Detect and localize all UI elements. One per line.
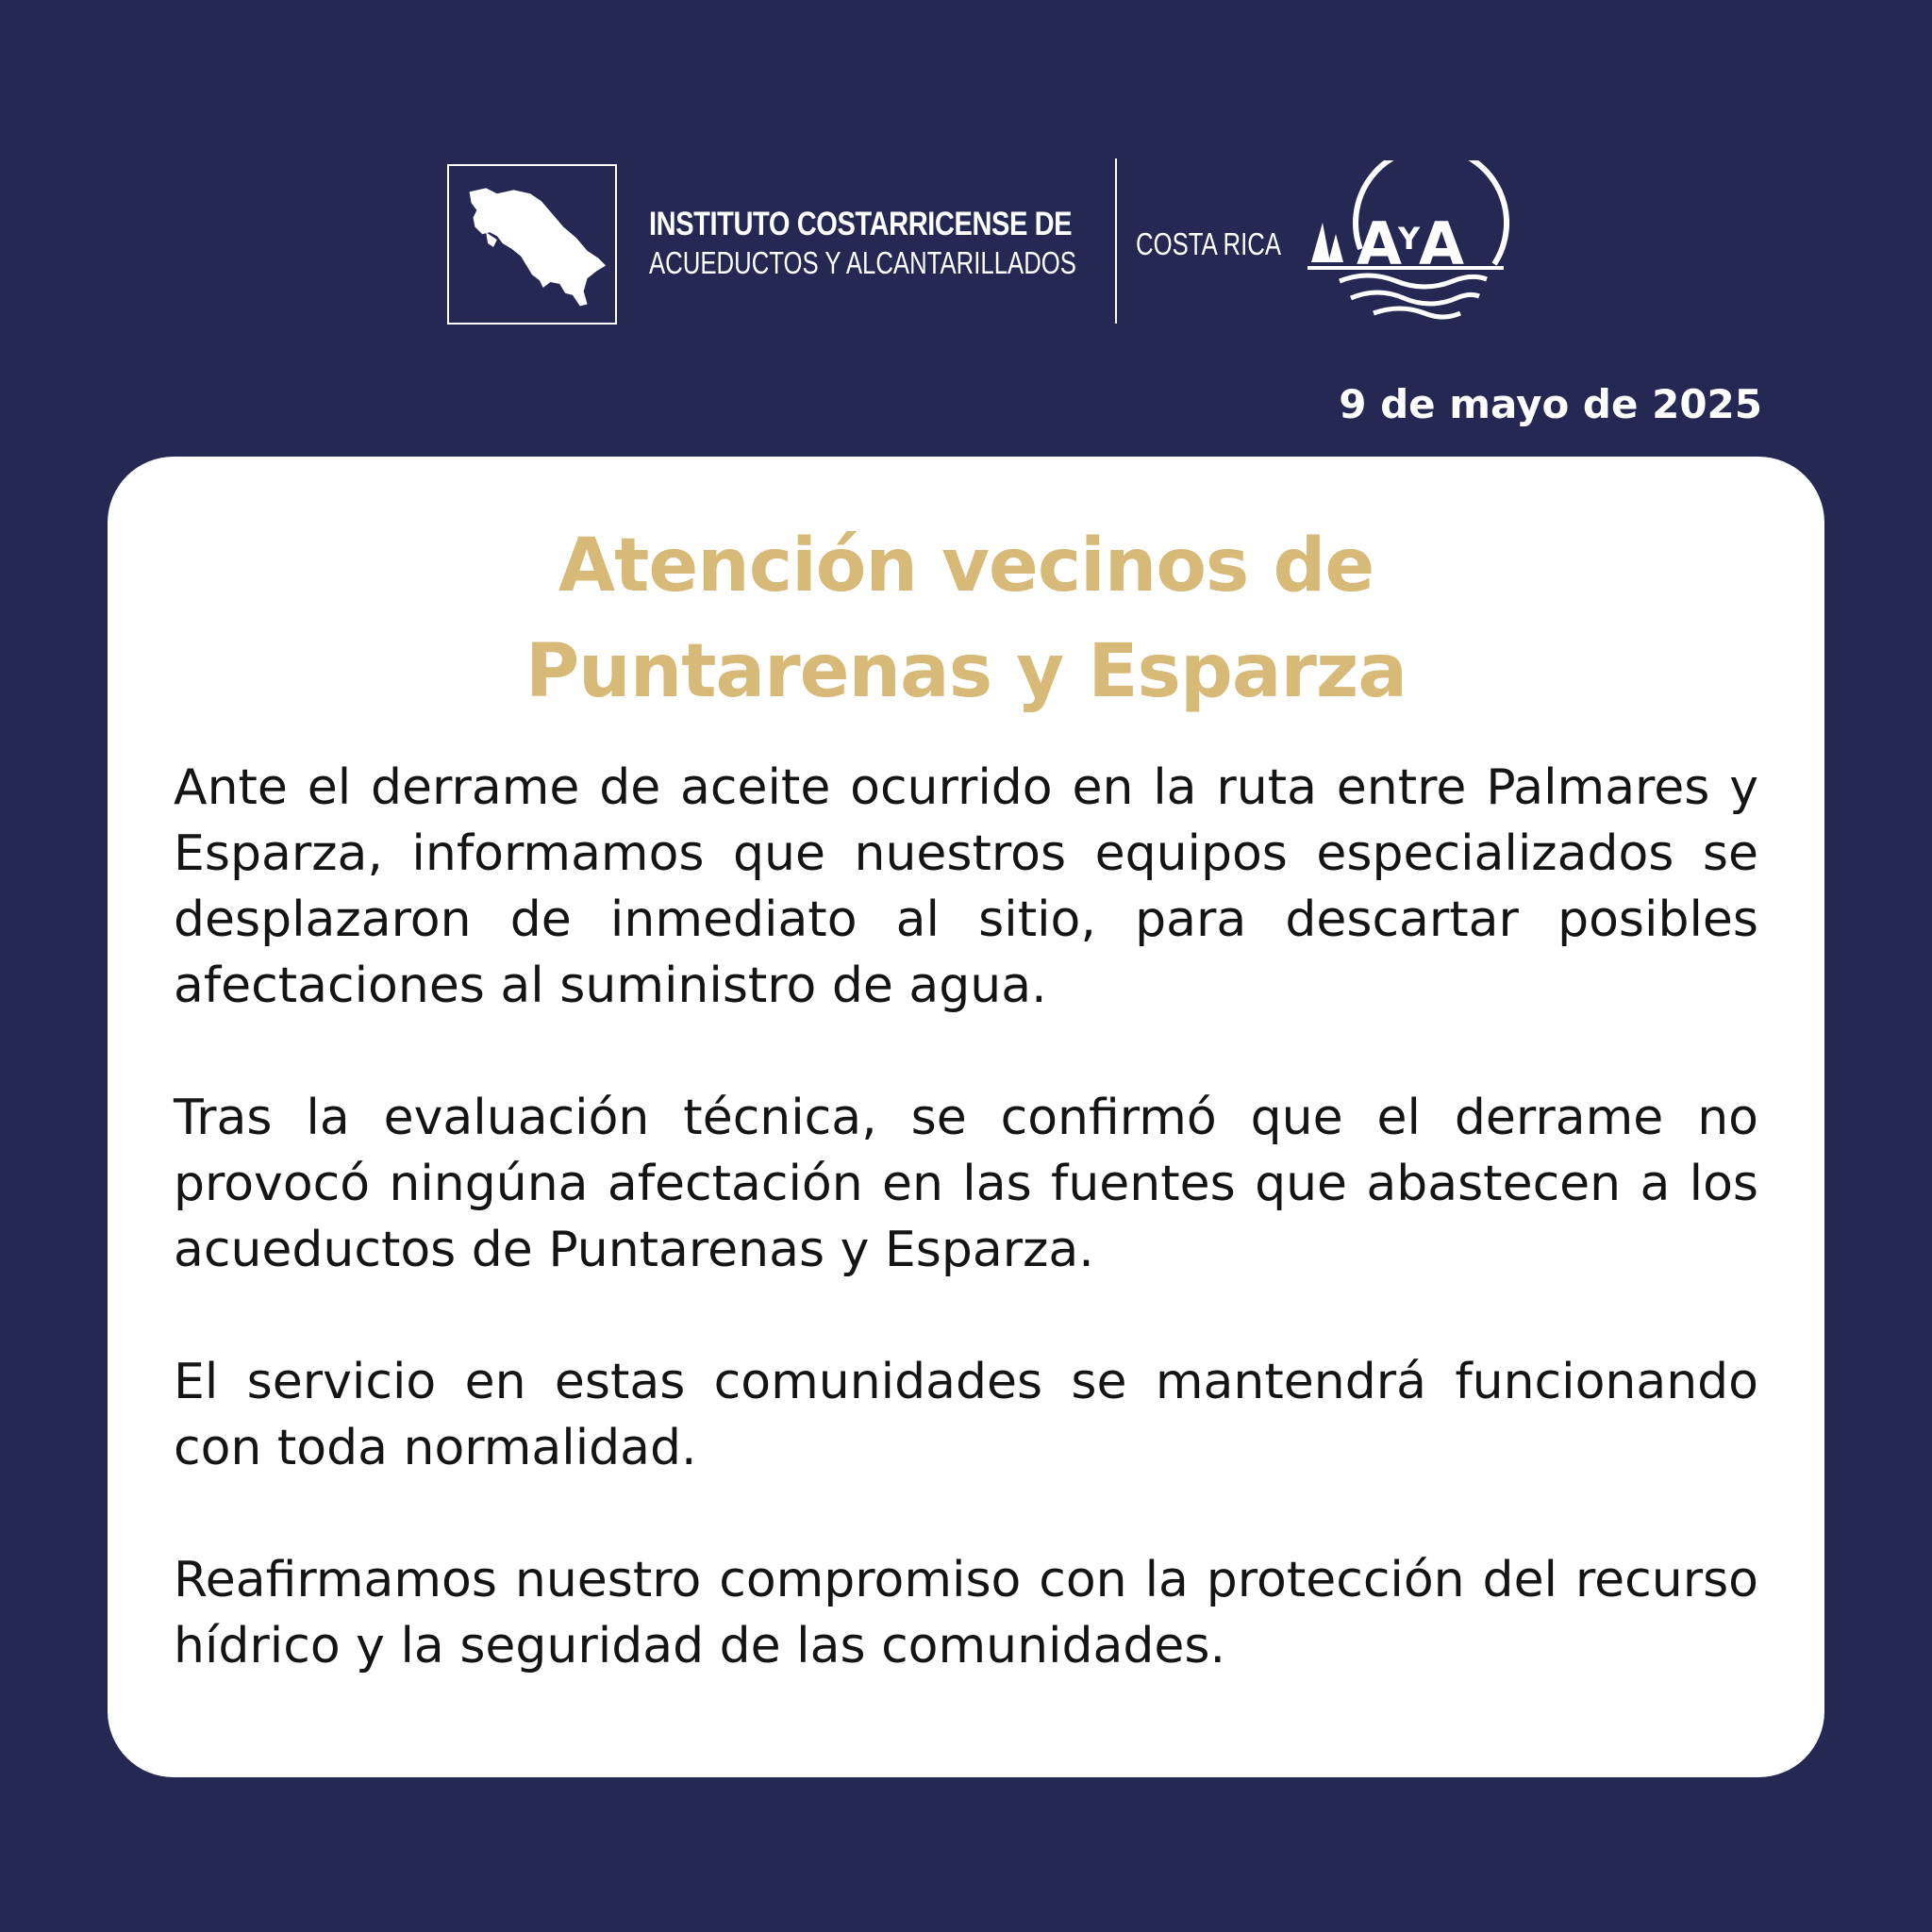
notice-title-line2: Puntarenas y Esparza [525, 629, 1407, 714]
institution-name-line2: ACUEDUCTOS Y ALCANTARILLADOS [649, 245, 1076, 280]
institution-name [649, 206, 1092, 283]
aya-logo [1302, 160, 1509, 330]
map-shape-icon [449, 166, 615, 323]
country-label: COSTA RICA [1136, 226, 1281, 261]
notice-paragraph: Reafirmamos nuestro compromiso con la protección del recurso hídrico y la seguridad de las comunidades. [174, 1552, 1758, 1674]
aya-wave-logo-icon [1302, 160, 1509, 330]
notice-paragraph: El servicio en estas comunidades se mantendrá funcionando con toda normalidad. [174, 1354, 1758, 1476]
notice-paragraph: Tras la evaluación técnica, se confirmó que el derrame no provocó ningúna afectación en las fuentes que abastecen a los acueductos de Puntarenas y Esparza. [174, 1090, 1758, 1278]
header-divider [1115, 158, 1117, 324]
announcement-date: 9 de mayo de 2025 [1339, 381, 1762, 427]
notice-paragraph: Ante el derrame de aceite ocurrido en la ruta entre Palmares y Esparza, informamos que nuestros equipos especializados se desplazaron de inmediato al sitio, para descartar posibles afectaciones al suministro de agua. [174, 759, 1758, 1014]
notice-title-line1: Atención vecinos de [558, 524, 1374, 608]
svg-text:A: A [1419, 209, 1464, 278]
costa-rica-map-icon [447, 164, 617, 325]
notice-title [108, 513, 1824, 724]
notice-body [174, 755, 1758, 1745]
svg-text:Y: Y [1398, 221, 1421, 257]
svg-text:A: A [1357, 209, 1402, 278]
notice-card [108, 457, 1824, 1777]
institution-name-line1: INSTITUTO COSTARRICENSE DE [649, 206, 1073, 242]
